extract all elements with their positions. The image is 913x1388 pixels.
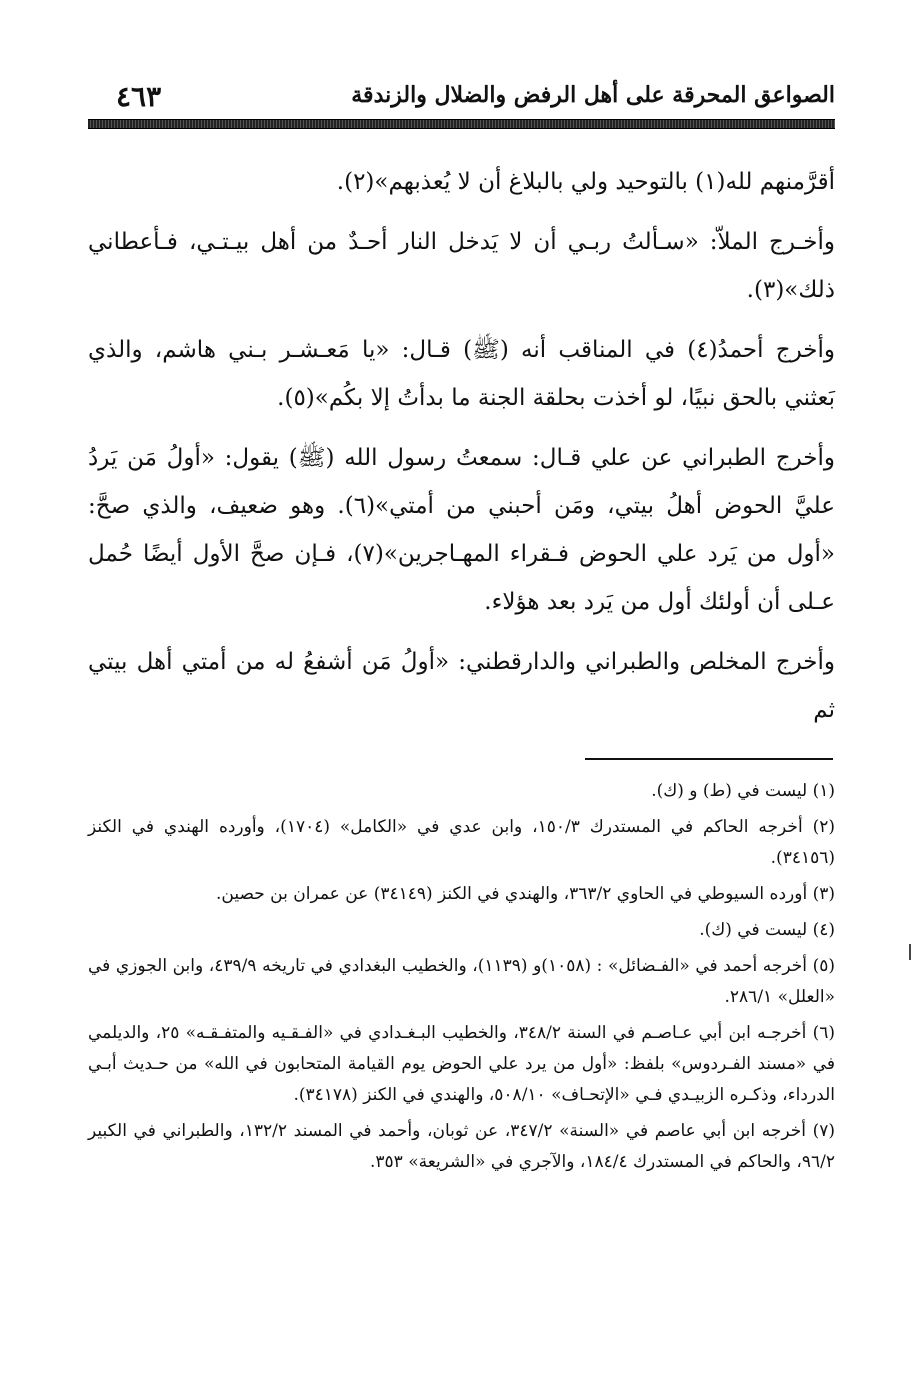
running-title: الصواعق المحرقة على أهل الرفض والضلال والزندقة [351, 82, 835, 108]
footnote: (٣) أورده السيوطي في الحاوي ٣٦٣/٢، والهندي في الكنز (٣٤١٤٩) عن عمران بن حصين. [216, 884, 835, 904]
footnote: (٦) أخرجـه ابن أبي عـاصـم في السنة ٣٤٨/٢، والخطيب البـغـدادي في «الفـقـيه والمتفـقـه» ٢٥، والديلمي في «مسند الفـردوس» بلفظ: «أول من يرد علي الحوض يوم القيامة المتحابون في الله» من حـديث أبـي الدرداء، وذكـره الزبيـدي فـي «الإتحـاف» ٥٠٨/١٠، والهندي في الكنز (٣٤١٧٨). [88, 1023, 835, 1105]
footnotes [88, 776, 835, 1183]
page-number: ٤٦٣ [116, 80, 162, 113]
main-text [88, 158, 835, 746]
footnote-separator [585, 758, 833, 760]
paragraph: أقرَّمنهم لله(١) بالتوحيد ولي بالبلاغ أن لا يُعذبهم»(٢). [336, 169, 835, 195]
footnote: (٢) أخرجه الحاكم في المستدرك ١٥٠/٣، وابن عدي في «الكامل» (١٧٠٤)، وأورده الهندي في الكنز (٣٤١٥٦). [88, 817, 835, 868]
scan-edge-mark [909, 944, 911, 960]
footnote: (٧) أخرجه ابن أبي عاصم في «السنة» ٣٤٧/٢، عن ثوبان، وأحمد في المسند ١٣٢/٢، والطبراني في الكبير ٩٦/٢، والحاكم في المستدرك ١٨٤/٤، والآجري في «الشريعة» ٣٥٣. [88, 1121, 835, 1172]
paragraph: وأخرج المخلص والطبراني والدارقطني: «أولُ مَن أشفعُ له من أمتي أهل بيتي ثم [88, 649, 835, 723]
footnote: (٤) ليست في (ك). [699, 920, 835, 940]
footnote: (٥) أخرجه أحمد في «الفـضائل» : (١٠٥٨)و (١١٣٩)، والخطيب البغدادي في تاريخه ٤٣٩/٩، وابن الجوزي في «العلل» ٢٨٦/١. [88, 956, 835, 1007]
paragraph: وأخـرج الملاّ: «سـألتُ ربـي أن لا يَدخل النار أحـدٌ من أهل بيـتـي، فـأعطاني ذلك»(٣). [88, 229, 835, 303]
paragraph: وأخرج الطبراني عن علي قـال: سمعتُ رسول الله (ﷺ) يقول: «أولُ مَن يَردُ عليَّ الحوض أهلُ بيتي، ومَن أحبني من أمتي»(٦). وهو ضعيف، والذي صحَّ: «أول من يَرد علي الحوض فـقراء المهـاجرين»(٧)، فـإن صحَّ الأول أيضًا حُمل عـلى أن أولئك أول من يَرد بعد هؤلاء. [88, 445, 836, 615]
paragraph: وأخرج أحمدُ(٤) في المناقب أنه (ﷺ) قـال: «يا مَعـشـر بـني هاشم، والذي بَعثني بالحق نبيًا، لو أخذت بحلقة الجنة ما بدأتُ إلا بكُم»(٥). [88, 337, 836, 411]
header-rule [88, 119, 835, 129]
footnote: (١) ليست في (ط) و (ك). [651, 781, 835, 801]
page-header [88, 72, 835, 120]
